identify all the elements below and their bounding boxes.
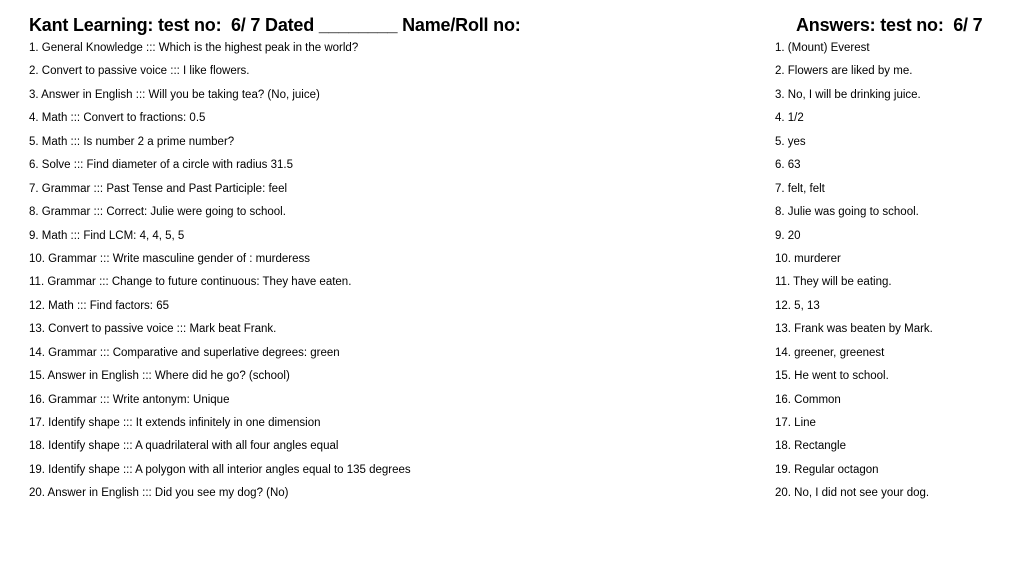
answer-item: 18. Rectangle — [775, 440, 846, 453]
question-item: 16. Grammar ::: Write antonym: Unique — [29, 393, 230, 406]
answer-item: 7. felt, felt — [775, 182, 825, 195]
question-item: 7. Grammar ::: Past Tense and Past Participle: feel — [29, 182, 288, 195]
answer-item: 5. yes — [775, 135, 806, 148]
answer-item: 6. 63 — [775, 159, 801, 172]
answer-item: 9. 20 — [775, 229, 801, 242]
answer-item: 13. Frank was beaten by Mark. — [775, 323, 933, 336]
question-item: 10. Grammar ::: Write masculine gender of : murderess — [29, 252, 310, 265]
answer-item: 20. No, I did not see your dog. — [775, 487, 930, 500]
answer-item: 8. Julie was going to school. — [775, 206, 919, 219]
question-item: 13. Convert to passive voice ::: Mark beat Frank. — [29, 323, 277, 336]
question-item: 15. Answer in English ::: Where did he go? (school) — [29, 370, 290, 383]
question-item: 19. Identify shape ::: A polygon with all interior angles equal to 135 degrees — [29, 463, 411, 476]
answer-item: 10. murderer — [775, 252, 841, 265]
answer-item: 14. greener, greenest — [775, 346, 885, 359]
question-item: 2. Convert to passive voice ::: I like flowers. — [29, 65, 250, 78]
test-title: Kant Learning: test no: 6/ 7 Dated ________ Name/Roll no: — [29, 15, 521, 35]
answer-item: 19. Regular octagon — [775, 463, 879, 476]
question-list — [29, 37, 749, 506]
question-item: 20. Answer in English ::: Did you see my dog? (No) — [29, 487, 289, 500]
question-item: 5. Math ::: Is number 2 a prime number? — [29, 135, 235, 148]
question-item: 11. Grammar ::: Change to future continuous: They have eaten. — [29, 276, 352, 289]
answer-item: 1. (Mount) Everest — [775, 42, 870, 54]
question-item: 3. Answer in English ::: Will you be taking tea? (No, juice) — [29, 88, 320, 101]
answer-item: 4. 1/2 — [775, 112, 804, 125]
question-item: 6. Solve ::: Find diameter of a circle with radius 31.5 — [29, 159, 293, 172]
question-item: 1. General Knowledge ::: Which is the highest peak in the world? — [29, 42, 359, 54]
question-item: 17. Identify shape ::: It extends infinitely in one dimension — [29, 417, 321, 429]
question-item: 8. Grammar ::: Correct: Julie were going to school. — [29, 206, 286, 219]
question-item: 12. Math ::: Find factors: 65 — [29, 299, 169, 312]
answers-title: Answers: test no: 6/ 7 — [796, 15, 983, 35]
question-item: 18. Identify shape ::: A quadrilateral with all four angles equal — [29, 440, 339, 453]
answer-item: 11. They will be eating. — [775, 276, 892, 289]
question-item: 4. Math ::: Convert to fractions: 0.5 — [29, 112, 206, 125]
question-item: 14. Grammar ::: Comparative and superlative degrees: green — [29, 346, 340, 359]
answer-item: 17. Line — [775, 417, 816, 429]
answer-item: 3. No, I will be drinking juice. — [775, 88, 921, 101]
answer-item: 12. 5, 13 — [775, 299, 820, 312]
answer-list — [775, 37, 1015, 506]
answer-item: 15. He went to school. — [775, 370, 889, 383]
question-item: 9. Math ::: Find LCM: 4, 4, 5, 5 — [29, 229, 185, 242]
answer-item: 16. Common — [775, 393, 841, 406]
answer-item: 2. Flowers are liked by me. — [775, 65, 913, 78]
